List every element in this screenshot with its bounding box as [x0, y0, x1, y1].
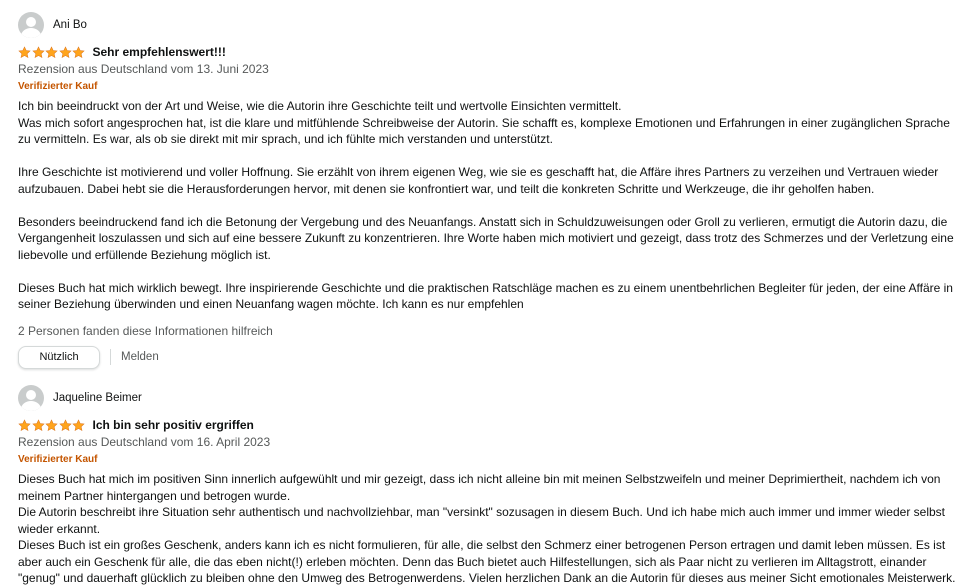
verified-purchase-badge: Verifizierter Kauf: [18, 81, 98, 92]
verified-purchase-badge: Verifizierter Kauf: [18, 454, 98, 465]
report-link[interactable]: Melden: [121, 351, 159, 363]
star-rating: [18, 46, 86, 59]
review-body: Dieses Buch hat mich im positiven Sinn innerlich aufgewühlt und mir gezeigt, dass ich nicht alleine bin mit meinen Selbstzweifeln und meiner Deprimiertheit, nachdem ich von meinem Partner hintergangen und betrogen wurde. Die Autorin beschreibt ihre Situation sehr authentisch und nachvollziehbar, man "versinkt" sozusagen in diesem Buch. Und ich habe mich auch immer und immer wieder selbst wieder erkannt. Dieses Buch ist ein großes Geschenk, anders kann ich es nicht formulieren, für alle, die selbst den Schmerz einer betrogenen Person ertragen und damit leben müssen. Es ist aber auch ein Geschenk für alle, die das eben nicht(!) erleben möchten. Denn das Buch bietet auch Hilfestellungen, sich als Paar nicht zu verlieren im Alltagstrott, einander "genug" und dauerhaft glücklich zu bleiben ohne den Umweg des Betrogenwerdens. Vielen herzlichen Dank an die Autorin für dieses aus meiner Sicht emotionales Meisterwerk.: [18, 472, 956, 585]
review-title[interactable]: Sehr empfehlenswert!!!: [92, 45, 226, 59]
star-icon: [45, 46, 58, 59]
review-title-row: [18, 42, 963, 62]
star-icon: [59, 46, 72, 59]
reviewer-profile[interactable]: [18, 384, 963, 412]
review-meta: Rezension aus Deutschland vom 16. April 2023: [18, 435, 271, 449]
review-1: [18, 11, 963, 369]
star-rating: [18, 419, 86, 432]
avatar-icon: [18, 12, 44, 38]
star-icon: [72, 46, 85, 59]
star-icon: [72, 419, 85, 432]
star-icon: [32, 46, 45, 59]
avatar-icon: [18, 385, 44, 411]
star-icon: [18, 419, 31, 432]
helpful-button[interactable]: Nützlich: [18, 346, 100, 369]
reviewer-name[interactable]: Jaqueline Beimer: [53, 392, 142, 404]
star-icon: [59, 419, 72, 432]
review-body: Ich bin beeindruckt von der Art und Weise, wie die Autorin ihre Geschichte teilt und wertvolle Einsichten vermittelt. Was mich sofort angesprochen hat, ist die klare und mitfühlende Schreibweise der Autorin. Sie schafft es, komplexe Emotionen und Erfahrungen in einer zugänglichen Sprache zu vermitteln. Es war, als ob sie direkt mit mir sprach, und ich fühlte mich verstanden und unterstützt. Ihre Geschichte ist motivierend und voller Hoffnung. Sie erzählt von ihrem eigenen Weg, wie sie es geschafft hat, die Affäre ihres Partners zu verzeihen und Vertrauen wieder aufzubauen. Dabei hebt sie die Herausforderungen hervor, mit denen sie konfrontiert war, und teilt die konkreten Schritte und Werkzeuge, die ihr geholfen haben. Besonders beeindruckend fand ich die Betonung der Vergebung und des Neuanfangs. Anstatt sich in Schuldzuweisungen oder Groll zu verlieren, ermutigt die Autorin dazu, die Vergangenheit loszulassen und sich auf eine bessere Zukunft zu konzentrieren. Ihre Worte haben mich motiviert und gezeigt, dass trotz des Schmerzes und der Verletzung eine liebevolle und erfüllende Beziehung möglich ist. Dieses Buch hat mich wirklich bewegt. Ihre inspirierende Geschichte und die praktischen Ratschläge machen es zu einem unentbehrlichen Begleiter für jeden, der eine Affäre in seiner Beziehung überwinden und einen Neuanfang wagen möchte. Ich kann es nur empfehlen: [18, 99, 954, 311]
star-icon: [18, 46, 31, 59]
reviewer-name[interactable]: Ani Bo: [53, 19, 87, 31]
review-meta: Rezension aus Deutschland vom 13. Juni 2023: [18, 62, 269, 76]
helpful-count: 2 Personen fanden diese Informationen hilfreich: [18, 323, 273, 338]
divider: [110, 349, 111, 365]
reviewer-profile[interactable]: [18, 11, 963, 39]
review-2: [18, 384, 963, 587]
review-title[interactable]: Ich bin sehr positiv ergriffen: [92, 418, 254, 432]
star-icon: [45, 419, 58, 432]
review-title-row: [18, 415, 963, 435]
star-icon: [32, 419, 45, 432]
review-actions: [18, 346, 963, 369]
